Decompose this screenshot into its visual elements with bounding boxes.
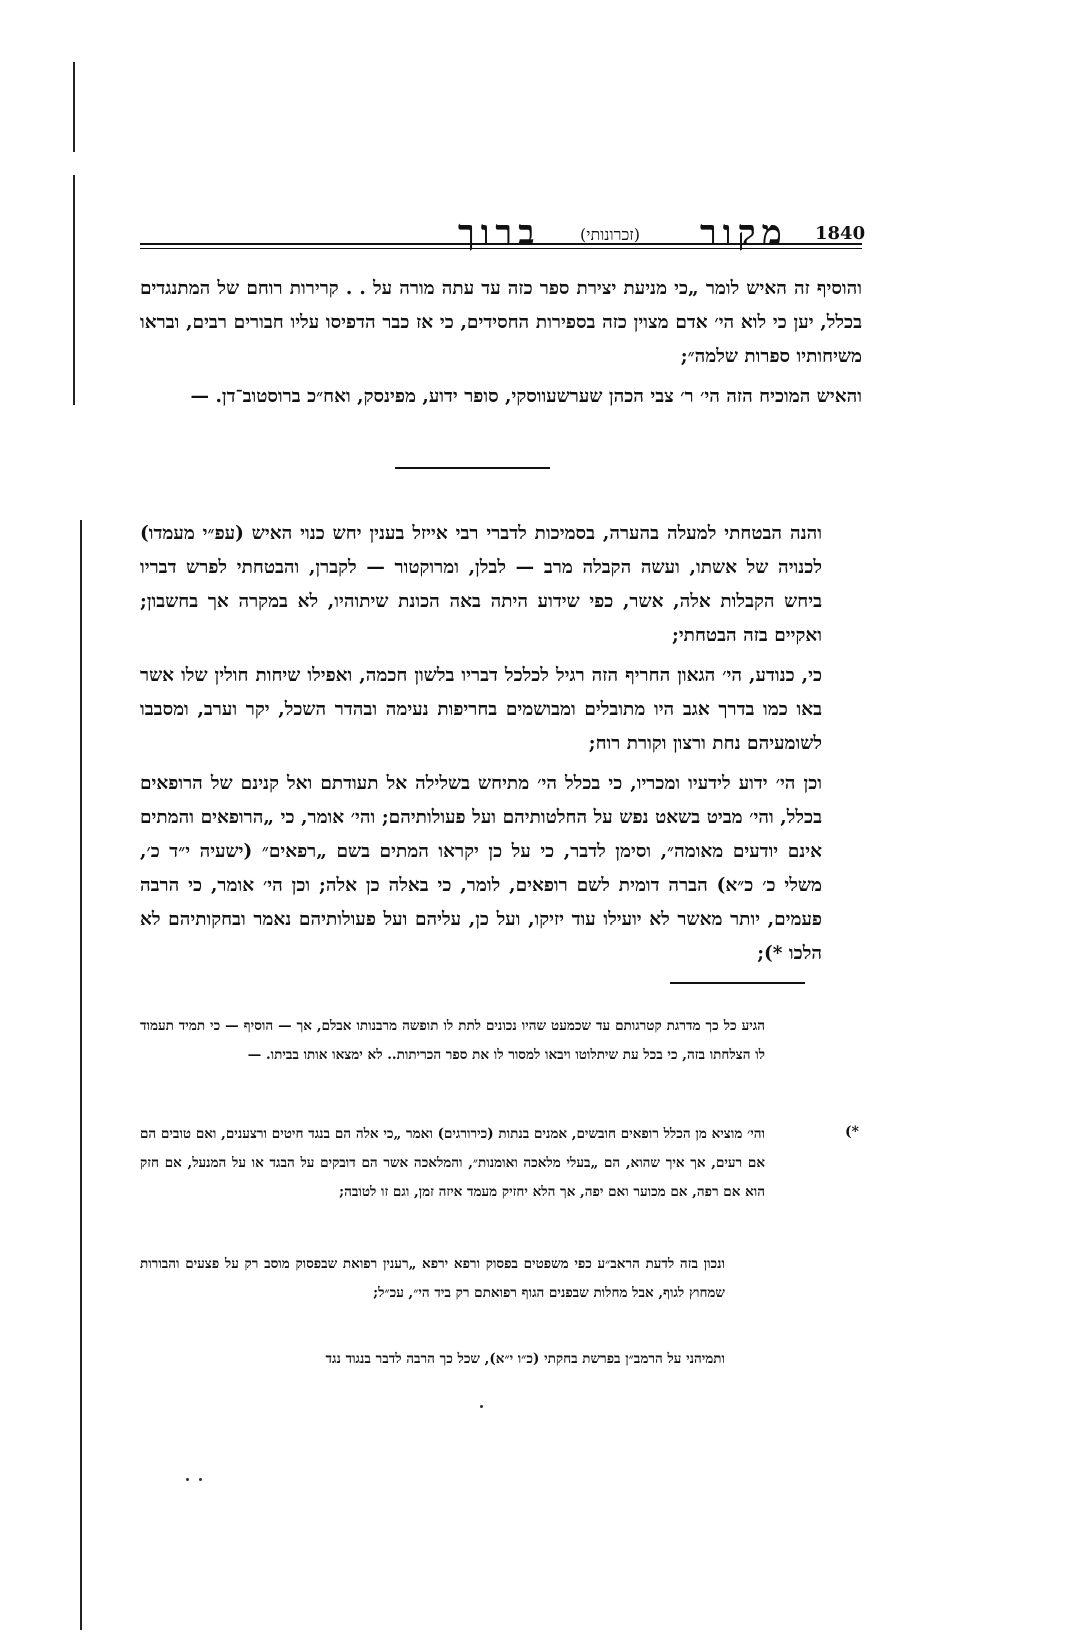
paragraph: וכן הי׳ ידוע לידעיו ומכריו, כי בכלל הי׳ מתיחש בשלילה אל תעודתם ואל קנינם של הרופאים בכלל, והי׳ מביט בשאט נפש על החלטותיהם ועל פעולותיהם; והי׳ אומר, כי „הרופאים והמתים אינם יודעים מאומה״, וסימן לדבר, כי על כן יקראו המתים בשם „רפאים״ (ישעיה י״ד כ׳, משלי כ׳ כ״א) הברה דומית לשם רופאים, לומר, כי באלה כן אלה; וכן הי׳ אומר, כי הרבה פעמים, יותר מאשר לא יועילו עוד יזיקו, ועל כן, עליהם ועל פעולותיהם נאמר ובחקותיהם לא הלכו *); [140, 773, 822, 964]
footnote-continuation [140, 1012, 765, 1076]
footnote-1 [140, 1120, 765, 1213]
footnote-text: והי׳ מוציא מן הכלל רופאים חובשים, אמנים בנתות (כירורגים) ואמר „כי אלה הם בנגד חיטים ורצענים, ואם טובים הם אם רעים, אך איך שהוא, הם „בעלי מלאכה ואומנות״, והמלאכה אשר הם דובקים על הבגד או על המנעל, אם חזק הוא אם רפה, אם מכוער ואם יפה, אך הלא יחזיק מעמד איזה זמן, וגם זו לטובה; [140, 1126, 766, 1200]
scan-edge-line [80, 520, 82, 1630]
header-title-makor: מקור [700, 213, 788, 253]
scan-edge-line [73, 62, 75, 152]
scan-edge-line [73, 175, 75, 405]
paragraph: והאיש המוכיח הזה הי׳ ר׳ צבי הכהן שערשעווסקי, סופר ידוע, מפינסק, ואח״כ ברוסטוב־דן. — [190, 386, 862, 407]
running-header [140, 213, 866, 257]
footnote-text: ונכון בזה לדעת הראב״ע כפי משפטים בפסוק ורפא ירפא „רענין רפואת שבפסוק מוסב רק על פצעים והבורות שמחוץ לגוף, אבל מחלות שבפנים הגוף רפואתם רק ביד הי״, עכ״ל; [140, 1256, 725, 1301]
section-1 [140, 272, 862, 420]
paragraph: והנה הבטחתי למעלה בהערה, בסמיכות לדברי רבי אייזל בענין יחש כנוי האיש (עפ״י מעמדו) לכנויה של אשתו, ועשה הקבלה מרב — לבלן, ומרוקטור — לקברן, והבטחתי לפרש דבריו ביחש הקבלות אלה, אשר, כפי שידוע היתה באה הכונת שיתוהיו, לא במקרה אך בחשבון; ואקיים בזה הבטחתי; [140, 523, 822, 646]
footnote-divider [670, 982, 805, 984]
footnote-3 [140, 1345, 765, 1380]
footnote-text: ותמיהני על הרמב״ן בפרשת בחקתי (כ״ו י״א), שכל כך הרבה לדבר בנגוד נגד [325, 1351, 725, 1367]
scan-speck [480, 1405, 483, 1408]
scan-speck [186, 1478, 189, 1481]
header-subtitle: (זכרונותי) [580, 225, 640, 244]
footnote-text: הגיע כל כך מדרגת קטרגותם עד שכמעט שהיו נכונים לתת לו תופשה מרבנותו אבלם, אך — הוסיף — כי תמיד תעמוד לו הצלחתו בזה, כי בכל עת שיתלוטו ויבאו למסור לו את ספר הכריתות.. לא ימצאו אותו בביתו. — [140, 1018, 765, 1063]
scan-speck [199, 1478, 202, 1481]
section-divider [395, 467, 550, 469]
footnote-marker: *) [845, 1124, 859, 1140]
paragraph: כי, כנודע, הי׳ הגאון החריף הזה רגיל לכלכל דבריו בלשון חכמה, ואפילו שיחות חולין שלו אשר באו כמו בדרך אגב היו מתובלים ומבושמים בחריפות נעימה ובהדר השכל, יקר וערב, ומסבבו לשומעיהם נחת ורצון וקורת רוח; [140, 665, 822, 754]
paragraph: והוסיף זה האיש לומר „כי מניעת יצירת ספר כזה עד עתה מורה על . . קרירות רוחם של המתנגדים בכלל, יען כי לוא הי׳ אדם מצוין כזה בספירות החסידים, כי אז כבר הדפיסו עליו חבורים רבים, ובראו משיחותיו ספרות שלמה״; [140, 278, 862, 367]
header-rule [140, 243, 862, 249]
page-number: 1840 [815, 223, 866, 244]
header-title-baruch: ברוך [458, 213, 541, 253]
section-2 [140, 517, 862, 977]
footnote-2 [140, 1250, 765, 1314]
